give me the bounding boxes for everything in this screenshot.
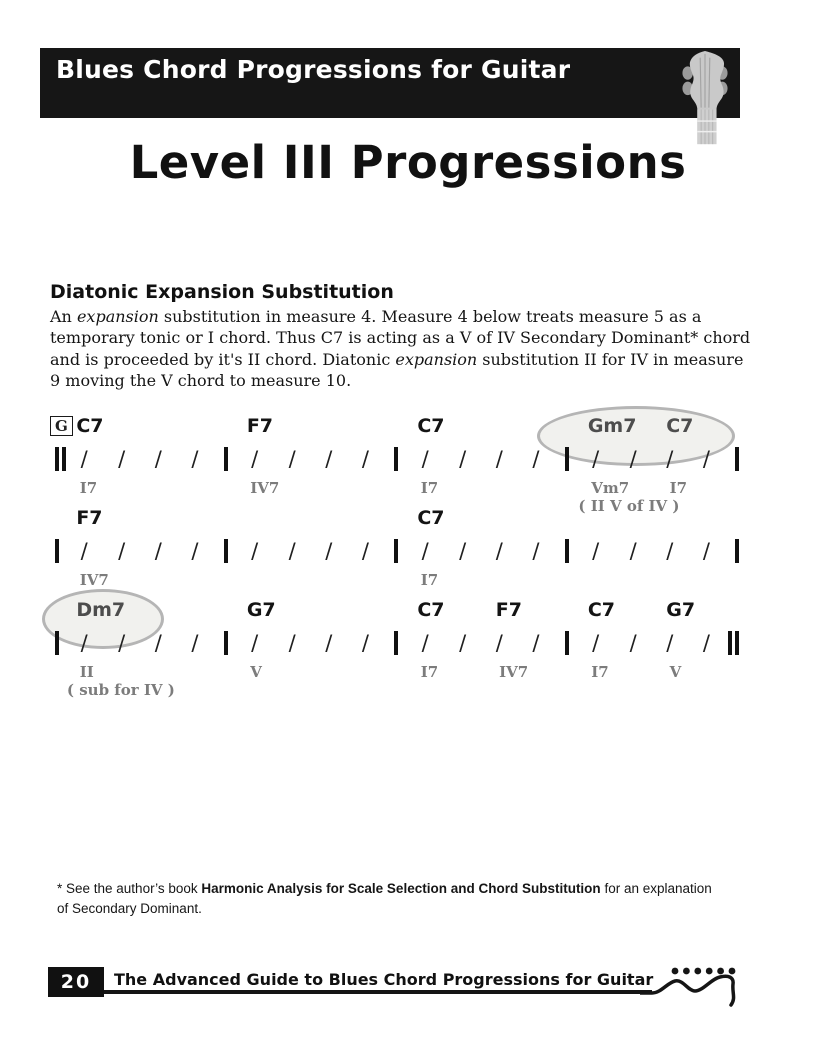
numeral-line <box>55 659 226 699</box>
beat-slash: / <box>666 447 674 471</box>
beat-slash: / <box>80 631 88 655</box>
beat-slash: / <box>80 447 88 471</box>
chord-label: F7 <box>495 599 522 621</box>
slash-line <box>226 627 397 659</box>
measure <box>396 597 567 689</box>
chord-label: C7 <box>76 415 104 437</box>
measure <box>567 413 738 515</box>
bar-line <box>55 539 59 563</box>
measure <box>396 505 567 597</box>
chord-label: Gm7 <box>587 415 637 437</box>
roman-numeral: I7 <box>591 663 609 681</box>
slash-line <box>55 443 226 475</box>
measure <box>396 413 567 505</box>
chord-line <box>55 505 226 535</box>
beat-slash: / <box>702 539 710 563</box>
slash-line <box>55 627 226 659</box>
chord-line <box>396 413 567 443</box>
section-paragraph: An expansion substitution in measure 4. Measure 4 below treats measure 5 as a temporary tonic or I chord. Thus C7 is acting as a V of IV Secondary Dominant* chord and is proceeded by it's II chord. Diatonic expansion substitution II for IV in measure 9 moving the V chord to measure 10. <box>50 307 751 391</box>
book-title: Blues Chord Progressions for Guitar <box>56 55 571 84</box>
beat-slash: / <box>80 539 88 563</box>
beat-slash: / <box>532 631 540 655</box>
beat-slash: / <box>361 447 369 471</box>
bar-line <box>55 447 59 471</box>
measure <box>226 505 397 597</box>
chord-line <box>226 505 397 535</box>
numeral-line <box>396 659 567 689</box>
section-heading: Diatonic Expansion Substitution <box>50 281 394 303</box>
roman-numeral: Vm7 <box>591 479 630 497</box>
measure <box>226 413 397 505</box>
footnote: * See the author’s book Harmonic Analysis for Scale Selection and Chord Substitution for an explanation of Secondary Dominant. <box>57 881 712 917</box>
beat-slash: / <box>288 631 296 655</box>
beat-slash: / <box>592 447 600 471</box>
beat-slash: / <box>459 447 467 471</box>
numeral-line <box>55 567 226 597</box>
chord-line <box>396 505 567 535</box>
beat-slash: / <box>118 447 126 471</box>
chord-line <box>396 597 567 627</box>
chord-label: C7 <box>417 415 445 437</box>
slash-line <box>396 627 567 659</box>
measure <box>55 597 226 699</box>
chord-label: G7 <box>246 599 276 621</box>
chord-label: C7 <box>587 599 615 621</box>
measure <box>226 597 397 689</box>
beat-slash: / <box>495 447 503 471</box>
numeral-line <box>226 475 397 505</box>
beat-slash: / <box>532 539 540 563</box>
measure <box>55 413 226 505</box>
beat-slash: / <box>191 631 199 655</box>
numeral-line <box>567 659 738 689</box>
numeral-annotation: ( sub for IV ) <box>66 681 175 699</box>
end-bar-line <box>735 539 739 563</box>
beat-slash: / <box>118 631 126 655</box>
chart-row <box>55 413 737 515</box>
beat-slash: / <box>191 539 199 563</box>
numeral-line <box>567 475 738 515</box>
chord-line <box>55 597 226 627</box>
bar-line <box>224 447 228 471</box>
bar-line <box>565 631 569 655</box>
measure <box>567 505 738 597</box>
beat-slash: / <box>629 631 637 655</box>
chord-line <box>567 413 738 443</box>
beat-slash: / <box>532 447 540 471</box>
slash-line <box>55 535 226 567</box>
beat-slash: / <box>629 539 637 563</box>
roman-numeral: I7 <box>669 479 688 497</box>
roman-numeral: I7 <box>79 479 98 497</box>
beat-slash: / <box>251 631 259 655</box>
chord-label: F7 <box>246 415 274 437</box>
beat-slash: / <box>288 539 296 563</box>
beat-slash: / <box>421 447 429 471</box>
measure <box>567 597 738 689</box>
bar-line <box>394 631 398 655</box>
slash-line <box>567 627 738 659</box>
chord-line <box>55 413 226 443</box>
numeral-annotation: ( II V of IV ) <box>578 497 680 515</box>
beat-slash: / <box>702 447 710 471</box>
beat-slash: / <box>251 447 259 471</box>
guitar-body-outline-icon <box>640 950 765 1020</box>
beat-slash: / <box>361 631 369 655</box>
footer-title: The Advanced Guide to Blues Chord Progressions for Guitar <box>114 970 654 989</box>
bar-line <box>62 447 66 471</box>
chart-row <box>55 505 737 597</box>
page-number: 20 <box>48 967 104 997</box>
beat-slash: / <box>592 631 600 655</box>
page-title: Level III Progressions <box>129 136 687 189</box>
numeral-line <box>226 567 397 597</box>
bar-line <box>394 539 398 563</box>
beat-slash: / <box>666 631 674 655</box>
end-bar-line <box>735 631 739 655</box>
chord-line <box>226 597 397 627</box>
roman-numeral: I7 <box>420 571 439 589</box>
chord-label: G7 <box>666 599 696 621</box>
beat-slash: / <box>325 539 333 563</box>
beat-slash: / <box>629 447 637 471</box>
beat-slash: / <box>421 631 429 655</box>
bar-line <box>224 631 228 655</box>
beat-slash: / <box>118 539 126 563</box>
beat-slash: / <box>361 539 369 563</box>
beat-slash: / <box>191 447 199 471</box>
beat-slash: / <box>495 631 503 655</box>
beat-slash: / <box>288 447 296 471</box>
header-bar <box>40 48 740 118</box>
chord-label: C7 <box>417 507 445 529</box>
chord-label: F7 <box>76 507 103 529</box>
beat-slash: / <box>154 539 162 563</box>
roman-numeral: II <box>79 663 94 681</box>
beat-slash: / <box>154 631 162 655</box>
end-bar-line <box>735 447 739 471</box>
roman-numeral: I7 <box>420 663 439 681</box>
slash-line <box>396 535 567 567</box>
slash-line <box>226 443 397 475</box>
slash-line <box>567 443 738 475</box>
beat-slash: / <box>325 631 333 655</box>
slash-line <box>226 535 397 567</box>
bar-line <box>565 447 569 471</box>
measure <box>55 505 226 597</box>
bar-line <box>565 539 569 563</box>
chord-chart <box>55 413 737 699</box>
beat-slash: / <box>666 539 674 563</box>
roman-numeral: IV7 <box>499 663 529 681</box>
numeral-line <box>567 567 738 597</box>
bar-line <box>394 447 398 471</box>
roman-numeral: IV7 <box>250 479 280 497</box>
chord-line <box>567 597 738 627</box>
guitar-headstock-icon <box>681 50 729 146</box>
numeral-line <box>55 475 226 505</box>
beat-slash: / <box>459 631 467 655</box>
roman-numeral: V <box>669 663 682 681</box>
beat-slash: / <box>154 447 162 471</box>
numeral-line <box>396 475 567 505</box>
chord-line <box>226 413 397 443</box>
chord-label: C7 <box>666 415 694 437</box>
roman-numeral: V <box>250 663 262 681</box>
roman-numeral: I7 <box>420 479 439 497</box>
beat-slash: / <box>592 539 600 563</box>
footer-rule <box>104 990 652 994</box>
numeral-line <box>396 567 567 597</box>
bar-line <box>224 539 228 563</box>
numeral-line <box>226 659 397 689</box>
chord-label: Dm7 <box>76 599 126 621</box>
chord-label: C7 <box>417 599 445 621</box>
beat-slash: / <box>459 539 467 563</box>
roman-numeral: IV7 <box>79 571 109 589</box>
key-signature-box: G <box>50 416 73 436</box>
chord-line <box>567 505 738 535</box>
slash-line <box>396 443 567 475</box>
beat-slash: / <box>325 447 333 471</box>
bar-line <box>55 631 59 655</box>
beat-slash: / <box>495 539 503 563</box>
chart-row <box>55 597 737 699</box>
beat-slash: / <box>251 539 259 563</box>
beat-slash: / <box>421 539 429 563</box>
slash-line <box>567 535 738 567</box>
beat-slash: / <box>702 631 710 655</box>
